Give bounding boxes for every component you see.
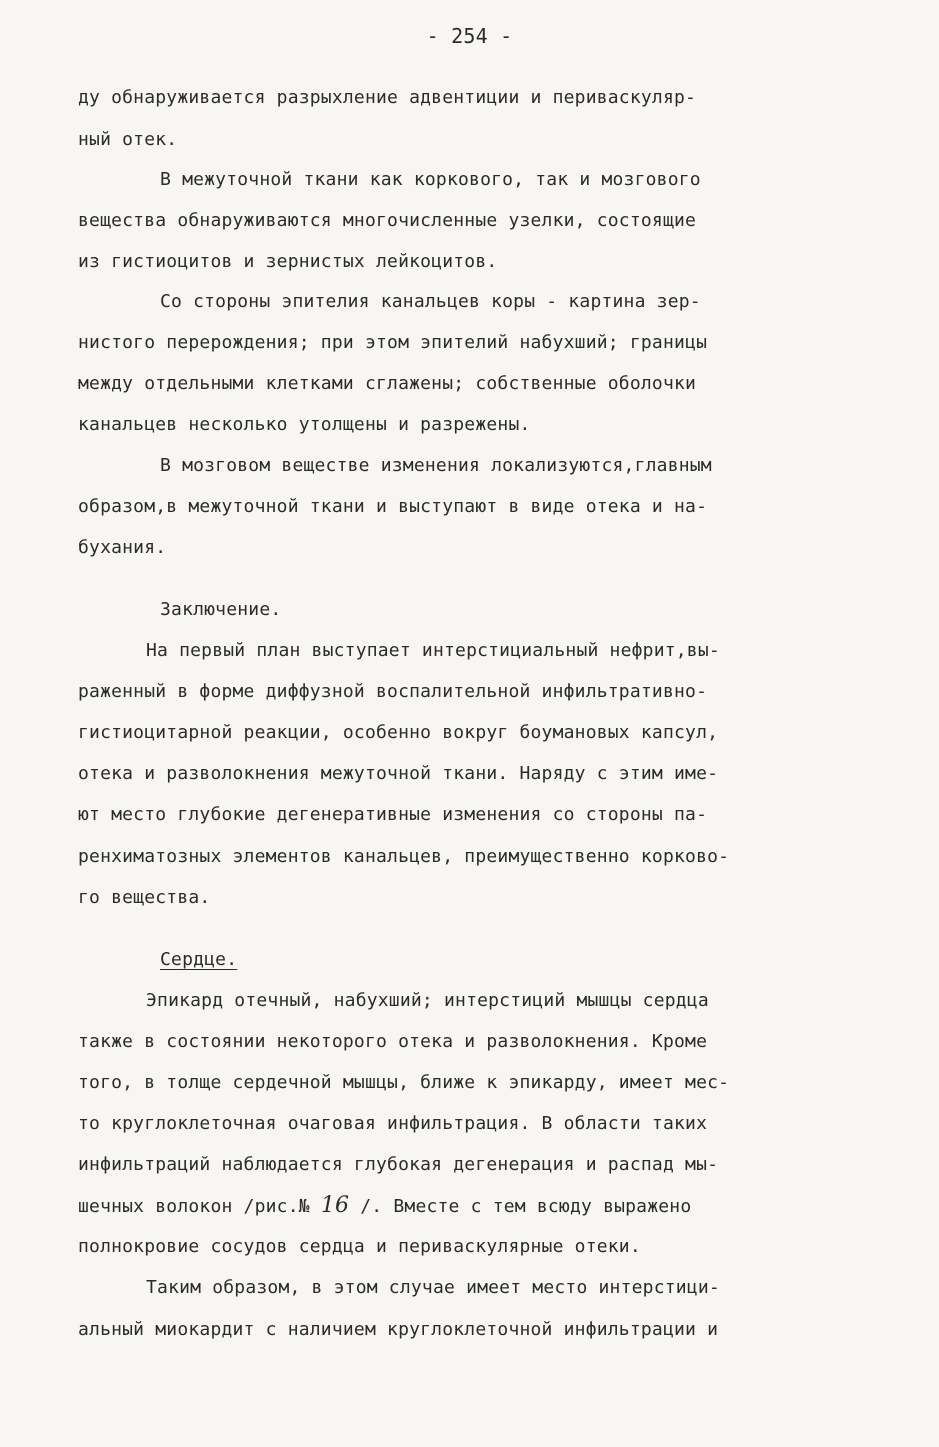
text-line: ренхиматозных элементов канальцев, преимущественно корково- [78, 846, 730, 867]
text-line: На первый план выступает интерстициальный нефрит,вы- [146, 640, 720, 661]
text-line: го вещества. [78, 887, 211, 908]
text-line: В межуточной ткани как коркового, так и мозгового [160, 169, 701, 190]
text-segment: шечных волокон /рис.№ [78, 1196, 321, 1217]
text-line: инфильтраций наблюдается глубокая дегенерация и распад мы- [78, 1154, 719, 1175]
text-line: образом,в межуточной ткани и выступают в виде отека и на- [78, 496, 708, 517]
text-line: альный миокардит с наличием круглоклеточной инфильтрации и [78, 1319, 719, 1340]
text-line: полнокровие сосудов сердца и периваскулярные отеки. [78, 1236, 641, 1257]
text-line: В мозговом веществе изменения локализуются,главным [160, 455, 712, 476]
text-line: Эпикард отечный, набухший; интерстиций мышцы сердца [146, 990, 709, 1011]
text-line: из гистиоцитов и зернистых лейкоцитов. [78, 251, 498, 272]
page-number: - 254 - [426, 24, 513, 48]
section-heading-heart: Сердце. [160, 949, 238, 970]
text-segment: /. Вместе с тем всюду выражено [349, 1196, 692, 1217]
text-line: раженный в форме диффузной воспалительной инфильтративно- [78, 681, 708, 702]
text-line: ду обнаруживается разрыхление адвентиции и периваскуляр- [78, 87, 697, 108]
text-line: также в состоянии некоторого отека и разволокнения. Кроме [78, 1031, 708, 1052]
text-line: ный отек. [78, 129, 178, 150]
text-line-figure-ref [78, 1194, 691, 1219]
handwritten-figure-number: 16 [320, 1193, 350, 1218]
text-line: ют место глубокие дегенеративные изменения со стороны па- [78, 804, 708, 825]
text-line: то круглоклеточная очаговая инфильтрация. В области таких [78, 1113, 708, 1134]
text-line: Таким образом, в этом случае имеет место интерстици- [146, 1277, 720, 1298]
text-line: бухания. [78, 537, 167, 558]
text-line: того, в толще сердечной мышцы, ближе к эпикарду, имеет мес- [78, 1072, 730, 1093]
text-line: нистого перерождения; при этом эпителий набухший; границы [78, 332, 708, 353]
text-line: между отдельными клетками сглажены; собственные оболочки [78, 373, 697, 394]
text-line: Со стороны эпителия канальцев коры - картина зер- [160, 291, 701, 312]
text-line: отека и разволокнения межуточной ткани. Наряду с этим име- [78, 763, 719, 784]
text-line: гистиоцитарной реакции, особенно вокруг боумановых капсул, [78, 722, 719, 743]
text-line: вещества обнаруживаются многочисленные узелки, состоящие [78, 210, 697, 231]
text-line: канальцев несколько утолщены и разрежены. [78, 414, 531, 435]
section-heading-conclusion: Заключение. [160, 599, 282, 620]
